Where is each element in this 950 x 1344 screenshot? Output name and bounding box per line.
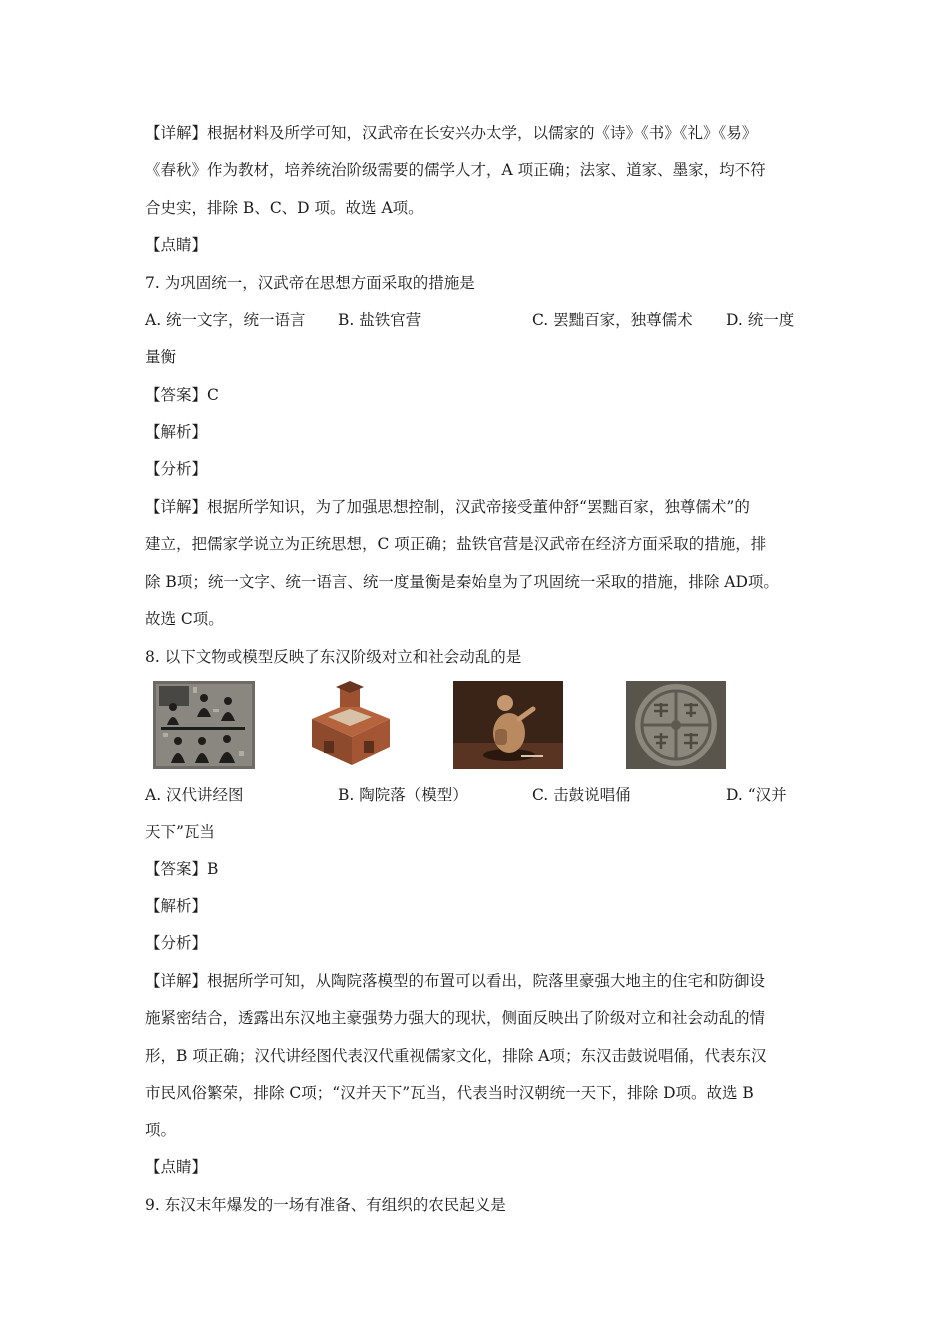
prev-tip: 【点睛】 (145, 236, 208, 254)
q8-option-b: B. 陶院落（模型） (338, 786, 468, 804)
q7-detail-line-3: 除 B项；统一文字、统一语言、统一度量衡是秦始皇为了巩固统一采取的措施，排除 AD项。 (145, 573, 779, 591)
q9-stem: 9. 东汉末年爆发的一场有准备、有组织的农民起义是 (145, 1196, 506, 1214)
q8-answer: 【答案】B (145, 860, 219, 878)
prev-detail-line-2: 《春秋》作为教材，培养统治阶级需要的儒学人才，A 项正确；法家、道家、墨家，均不符 (145, 161, 766, 179)
q7-stem: 7. 为巩固统一，汉武帝在思想方面采取的措施是 (145, 274, 475, 292)
q8-detail-line-2: 施紧密结合，透露出东汉地主豪强势力强大的现状，侧面反映出了阶级对立和社会动乱的情 (145, 1009, 766, 1027)
q8-detail-line-4: 市民风俗繁荣，排除 C项；“汉并天下”瓦当，代表当时汉朝统一天下，排除 D项。故选 B (145, 1084, 754, 1102)
q7-detail-line-1: 【详解】根据所学知识，为了加强思想控制，汉武帝接受董仲舒“罢黜百家，独尊儒术”的 (145, 498, 750, 516)
q8-image-a-lecture-rubbing (153, 681, 255, 769)
q8-stem: 8. 以下文物或模型反映了东汉阶级对立和社会动乱的是 (145, 648, 522, 666)
q8-detail-line-1: 【详解】根据所学可知，从陶院落模型的布置可以看出，院落里豪强大地主的住宅和防御设 (145, 972, 766, 990)
q8-detail-line-5: 项。 (145, 1121, 177, 1139)
q8-image-c-drum-storyteller (453, 681, 563, 769)
prev-detail-line-1: 【详解】根据材料及所学可知，汉武帝在长安兴办太学，以儒家的《诗》《书》《礼》《易》 (145, 124, 758, 142)
q8-tip: 【点睛】 (145, 1158, 208, 1176)
q7-option-b: B. 盐铁官营 (338, 311, 422, 329)
q7-option-d-wrap: 量衡 (145, 348, 177, 366)
q8-option-c: C. 击鼓说唱俑 (532, 786, 631, 804)
q7-answer: 【答案】C (145, 386, 219, 404)
q8-option-a: A. 汉代讲经图 (145, 786, 244, 804)
q8-option-d: D. “汉并 (726, 786, 787, 804)
q7-fenxi: 【分析】 (145, 460, 208, 478)
q8-image-d-roof-tile (626, 681, 726, 769)
q8-analysis: 【解析】 (145, 897, 208, 915)
q7-option-c: C. 罢黜百家，独尊儒术 (532, 311, 693, 329)
q8-option-d-wrap: 天下”瓦当 (145, 823, 215, 841)
q8-image-b-pottery-courtyard (306, 681, 396, 769)
prev-detail-line-3: 合史实，排除 B、C、D 项。故选 A项。 (145, 199, 424, 217)
q7-detail-line-4: 故选 C项。 (145, 610, 224, 628)
q8-detail-line-3: 形，B 项正确；汉代讲经图代表汉代重视儒家文化，排除 A项；东汉击鼓说唱俑，代表东汉 (145, 1047, 767, 1065)
q7-analysis: 【解析】 (145, 423, 208, 441)
q7-detail-line-2: 建立，把儒家学说立为正统思想，C 项正确；盐铁官营是汉武帝在经济方面采取的措施，排 (145, 535, 767, 553)
q8-fenxi: 【分析】 (145, 934, 208, 952)
q7-option-a: A. 统一文字，统一语言 (145, 311, 306, 329)
q7-option-d: D. 统一度 (726, 311, 795, 329)
